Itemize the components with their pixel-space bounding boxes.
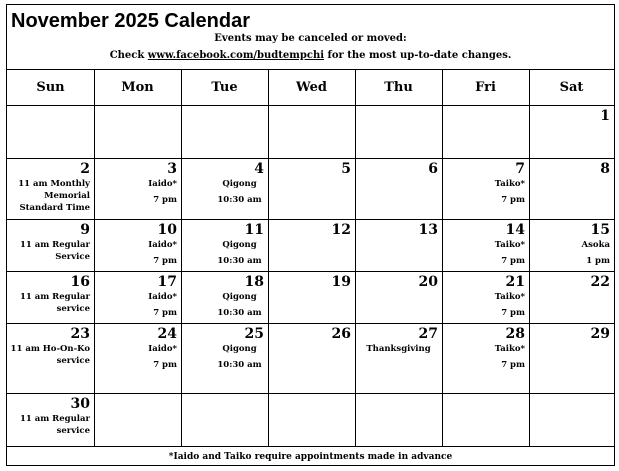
day-cell[interactable] [355,158,442,219]
weekday-header: Sat [559,80,584,95]
event-text: Qigong [222,344,257,354]
day-cell[interactable] [94,219,181,271]
day-cell[interactable] [529,323,614,393]
day-cell[interactable] [442,158,529,219]
day-cell[interactable] [529,105,614,158]
weekday-header: Tue [211,80,238,95]
event-text: 11 am Regular service [19,414,90,436]
event-text: Taiko* [494,240,525,250]
day-cell[interactable] [268,158,355,219]
day-cell[interactable] [355,271,442,323]
day-cell[interactable] [181,105,268,158]
day-number: 7 [515,161,525,177]
day-number: 24 [157,326,177,342]
event-text: 7 pm [501,308,525,318]
weekday-header: Fri [475,80,496,95]
day-cell[interactable] [7,158,94,219]
day-number: 20 [418,274,438,290]
day-cell[interactable] [355,219,442,271]
calendar-title: November 2025 Calendar [11,10,251,32]
footer-note: *Iaido and Taiko require appointments made in advance [168,452,453,462]
event-text: 1 pm [586,256,610,266]
day-cell[interactable] [7,219,94,271]
weekday-header: Thu [384,80,413,95]
notice-prefix: Check [109,50,148,61]
day-number: 13 [418,222,438,238]
day-cell[interactable] [94,105,181,158]
day-cell[interactable] [268,105,355,158]
day-cell[interactable] [442,105,529,158]
event-text: Thanksgiving [366,344,431,354]
day-cell[interactable] [442,271,529,323]
event-text: 7 pm [153,308,177,318]
day-number: 4 [254,161,264,177]
event-text: Taiko* [494,292,525,302]
day-number: 26 [331,326,351,342]
weekday-header: Sun [36,80,65,95]
day-number: 17 [157,274,177,290]
day-cell[interactable] [529,271,614,323]
day-cell[interactable] [181,271,268,323]
day-cell[interactable] [181,158,268,219]
day-cell[interactable] [181,219,268,271]
day-cell[interactable] [181,393,268,446]
grid-row-line [7,69,614,70]
event-text: 11 am Ho-On-Ko service [10,344,90,366]
day-number: 30 [70,396,90,412]
day-number: 23 [70,326,90,342]
event-text: 7 pm [153,360,177,370]
day-number: 18 [244,274,264,290]
day-cell[interactable] [529,393,614,446]
day-number: 12 [331,222,351,238]
grid-row-line [7,446,614,447]
facebook-link[interactable]: www.facebook.com/budtempchi [147,50,325,61]
weekday-header: Wed [296,80,327,95]
day-cell[interactable] [268,271,355,323]
day-cell[interactable] [94,393,181,446]
day-cell[interactable] [442,323,529,393]
event-text: 10:30 am [217,360,262,370]
event-text: Iaido* [148,344,177,354]
day-number: 6 [428,161,438,177]
day-cell[interactable] [442,219,529,271]
day-number: 11 [244,222,264,238]
day-cell[interactable] [355,323,442,393]
day-cell[interactable] [7,393,94,446]
event-text: Iaido* [148,179,177,189]
event-text: 7 pm [501,360,525,370]
event-text: Qigong [222,240,257,250]
event-text: 7 pm [501,195,525,205]
event-text: 10:30 am [217,308,262,318]
day-number: 19 [331,274,351,290]
event-text: 11 am Regular Service [19,240,90,262]
day-cell[interactable] [94,271,181,323]
day-number: 28 [505,326,525,342]
weekday-header: Mon [121,80,154,95]
event-text: 7 pm [153,195,177,205]
event-text: Qigong [222,292,257,302]
day-number: 5 [341,161,351,177]
event-text: Qigong [222,179,257,189]
day-cell[interactable] [529,219,614,271]
day-number: 9 [80,222,90,238]
day-cell[interactable] [7,323,94,393]
day-number: 8 [600,161,610,177]
day-number: 1 [600,108,610,124]
day-number: 27 [418,326,438,342]
day-cell[interactable] [355,393,442,446]
event-text: 11 am Monthly Memorial Standard Time [18,179,90,213]
day-cell[interactable] [94,158,181,219]
day-number: 15 [590,222,610,238]
day-cell[interactable] [355,105,442,158]
event-text: Asoka [581,240,610,250]
event-text: 7 pm [501,256,525,266]
event-text: Taiko* [494,344,525,354]
day-cell[interactable] [7,271,94,323]
day-number: 3 [167,161,177,177]
calendar [6,4,615,466]
day-cell[interactable] [268,323,355,393]
event-text: Iaido* [148,240,177,250]
day-number: 21 [505,274,525,290]
notice-suffix: for the most up-to-date changes. [324,50,512,61]
event-text: Taiko* [494,179,525,189]
day-cell[interactable] [268,219,355,271]
notice-line: Events may be canceled or moved: [214,33,407,44]
event-text: 10:30 am [217,195,262,205]
event-text: 10:30 am [217,256,262,266]
day-cell[interactable] [442,393,529,446]
day-number: 22 [590,274,610,290]
event-text: Iaido* [148,292,177,302]
day-cell[interactable] [181,323,268,393]
day-number: 25 [244,326,264,342]
event-text: 11 am Regular service [19,292,90,314]
notice-line-2 [7,50,614,62]
day-number: 2 [80,161,90,177]
day-cell[interactable] [529,158,614,219]
day-number: 16 [70,274,90,290]
day-cell[interactable] [268,393,355,446]
day-cell[interactable] [94,323,181,393]
day-number: 14 [505,222,525,238]
day-number: 29 [590,326,610,342]
event-text: 7 pm [153,256,177,266]
day-cell[interactable] [7,105,94,158]
day-number: 10 [157,222,177,238]
